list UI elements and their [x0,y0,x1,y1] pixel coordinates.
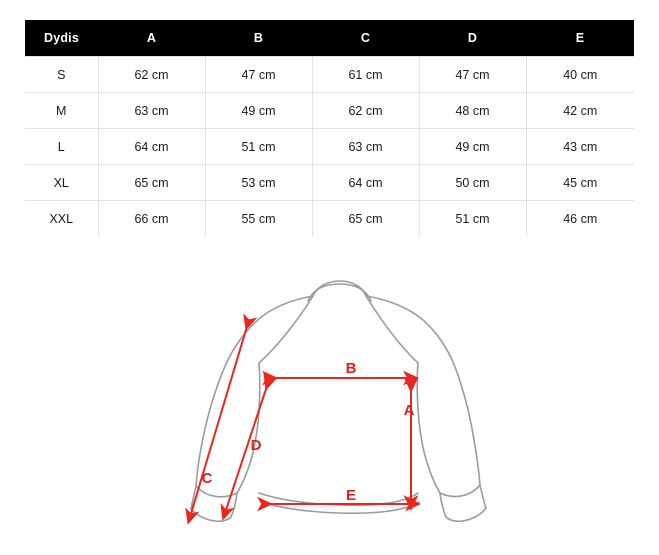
header-d: D [419,20,526,57]
cell-e: 46 cm [526,201,634,237]
cell-e: 43 cm [526,129,634,165]
cell-c: 62 cm [312,93,419,129]
label-c: C [201,470,213,487]
size-table-header [25,20,634,57]
cell-c: 65 cm [312,201,419,237]
cell-d: 49 cm [419,129,526,165]
header-a: A [98,20,205,57]
sweatshirt-outline [191,281,486,521]
cell-b: 51 cm [205,129,312,165]
cell-e: 45 cm [526,165,634,201]
cell-size: M [25,93,98,129]
cell-c: 63 cm [312,129,419,165]
cell-b: 49 cm [205,93,312,129]
cell-a: 63 cm [98,93,205,129]
table-row [25,201,634,237]
garment-diagram [0,245,659,555]
table-header-row [25,20,634,57]
cell-size: S [25,57,98,93]
cell-b: 47 cm [205,57,312,93]
cell-b: 53 cm [205,165,312,201]
size-table [25,20,634,236]
label-b: B [345,360,357,377]
cell-d: 51 cm [419,201,526,237]
table-row [25,129,634,165]
cell-c: 64 cm [312,165,419,201]
table-row [25,93,634,129]
cell-a: 66 cm [98,201,205,237]
label-a: A [403,402,415,419]
table-row [25,165,634,201]
cell-b: 55 cm [205,201,312,237]
table-row [25,57,634,93]
header-c: C [312,20,419,57]
cell-a: 64 cm [98,129,205,165]
size-table-body [25,57,634,237]
cell-a: 62 cm [98,57,205,93]
cell-e: 40 cm [526,57,634,93]
header-size: Dydis [25,20,98,57]
cell-size: XL [25,165,98,201]
label-e: E [345,487,357,504]
label-d: D [250,437,262,454]
cell-size: L [25,129,98,165]
size-table-container [25,20,634,236]
cell-c: 61 cm [312,57,419,93]
header-b: B [205,20,312,57]
header-e: E [526,20,634,57]
cell-a: 65 cm [98,165,205,201]
cell-d: 47 cm [419,57,526,93]
cell-size: XXL [25,201,98,237]
measurement-lines [190,323,413,517]
cell-e: 42 cm [526,93,634,129]
cell-d: 50 cm [419,165,526,201]
cell-d: 48 cm [419,93,526,129]
